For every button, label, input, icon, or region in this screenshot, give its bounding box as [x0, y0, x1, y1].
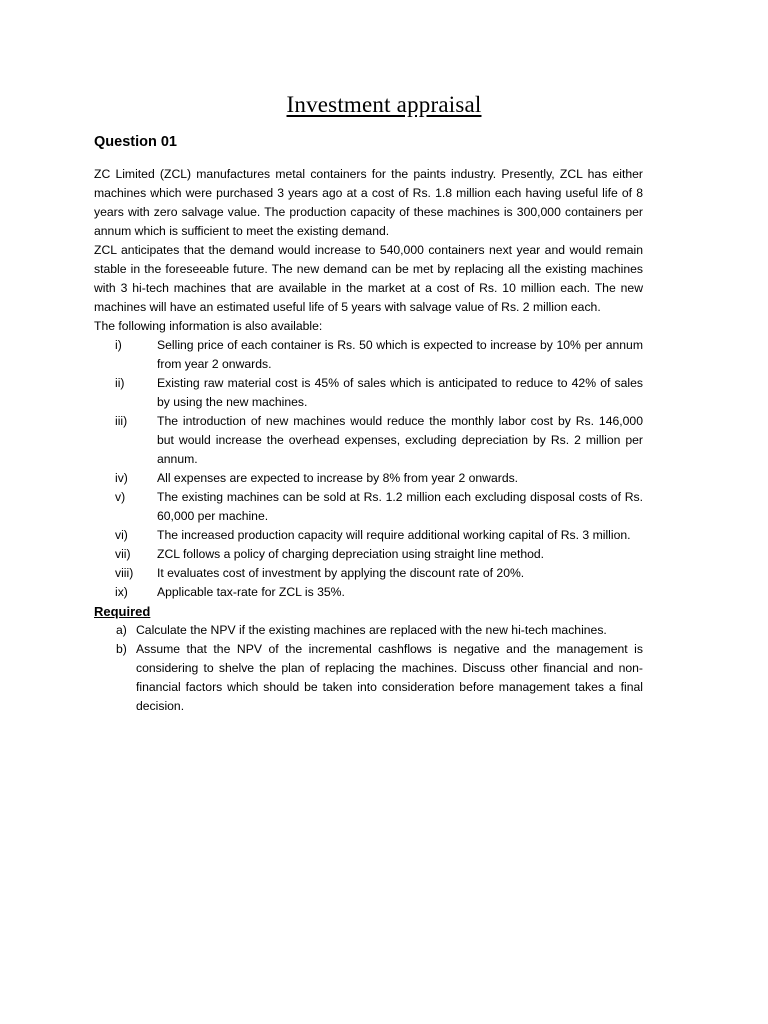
item-number: iv)	[115, 471, 128, 485]
item-number: viii)	[115, 566, 134, 580]
list-item	[94, 336, 643, 374]
question-heading: Question 01	[94, 134, 177, 150]
list-item	[94, 488, 643, 526]
list-item	[94, 640, 643, 716]
list-item	[94, 621, 643, 640]
item-letter: a)	[116, 623, 127, 637]
info-lead: The following information is also available:	[94, 319, 323, 333]
item-text: Calculate the NPV if the existing machines are replaced with the new hi-tech machines.	[136, 623, 607, 637]
item-number: iii)	[115, 414, 128, 428]
item-text: It evaluates cost of investment by applying the discount rate of 20%.	[157, 566, 525, 580]
item-number: vii)	[115, 547, 131, 561]
list-item	[94, 469, 643, 488]
question-body	[94, 165, 643, 716]
item-text: ZCL follows a policy of charging depreciation using straight line method.	[157, 547, 545, 561]
item-number: ii)	[115, 376, 125, 390]
item-text: Selling price of each container is Rs. 50 which is expected to increase by 10% per annum from year 2 onwards.	[157, 338, 643, 371]
list-item	[94, 374, 643, 412]
intro-paragraph-1: ZC Limited (ZCL) manufactures metal containers for the paints industry. Presently, ZCL has either machines which were purchased 3 years ago at a cost of Rs. 1.8 million each having useful life of 8 years with zero salvage value. The production capacity of these machines is 300,000 containers per annum which is sufficient to meet the existing demand.	[94, 167, 643, 238]
item-text: Applicable tax-rate for ZCL is 35%.	[157, 585, 345, 599]
required-heading: Required	[94, 604, 151, 619]
info-list	[94, 336, 643, 602]
item-number: vi)	[115, 528, 128, 542]
item-number: i)	[115, 338, 122, 352]
item-text: Assume that the NPV of the incremental cashflows is negative and the management is considering to shelve the plan of replacing the machines. Discuss other financial and non-financial factors which should be taken into consideration before management takes a final decision.	[136, 642, 643, 713]
intro-paragraph-2: ZCL anticipates that the demand would increase to 540,000 containers next year and would remain stable in the foreseeable future. The new demand can be met by replacing all the existing machines with 3 hi-tech machines that are available in the market at a cost of Rs. 10 million each. The new machines will have an estimated useful life of 5 years with salvage value of Rs. 2 million each.	[94, 243, 643, 314]
list-item	[94, 412, 643, 469]
required-list	[94, 621, 643, 716]
item-text: The increased production capacity will require additional working capital of Rs. 3 million.	[157, 528, 631, 542]
item-text: Existing raw material cost is 45% of sales which is anticipated to reduce to 42% of sales by using the new machines.	[157, 376, 643, 409]
item-text: The existing machines can be sold at Rs. 1.2 million each excluding disposal costs of Rs. 60,000 per machine.	[157, 490, 643, 523]
item-number: v)	[115, 490, 126, 504]
list-item	[94, 545, 643, 564]
document-title: Investment appraisal	[286, 92, 482, 117]
list-item	[94, 564, 643, 583]
item-text: All expenses are expected to increase by 8% from year 2 onwards.	[157, 471, 519, 485]
list-item	[94, 526, 643, 545]
item-number: ix)	[115, 585, 128, 599]
list-item	[94, 583, 643, 602]
item-letter: b)	[116, 642, 127, 656]
item-text: The introduction of new machines would reduce the monthly labor cost by Rs. 146,000 but would increase the overhead expenses, excluding depreciation by Rs. 2 million per annum.	[157, 414, 643, 466]
